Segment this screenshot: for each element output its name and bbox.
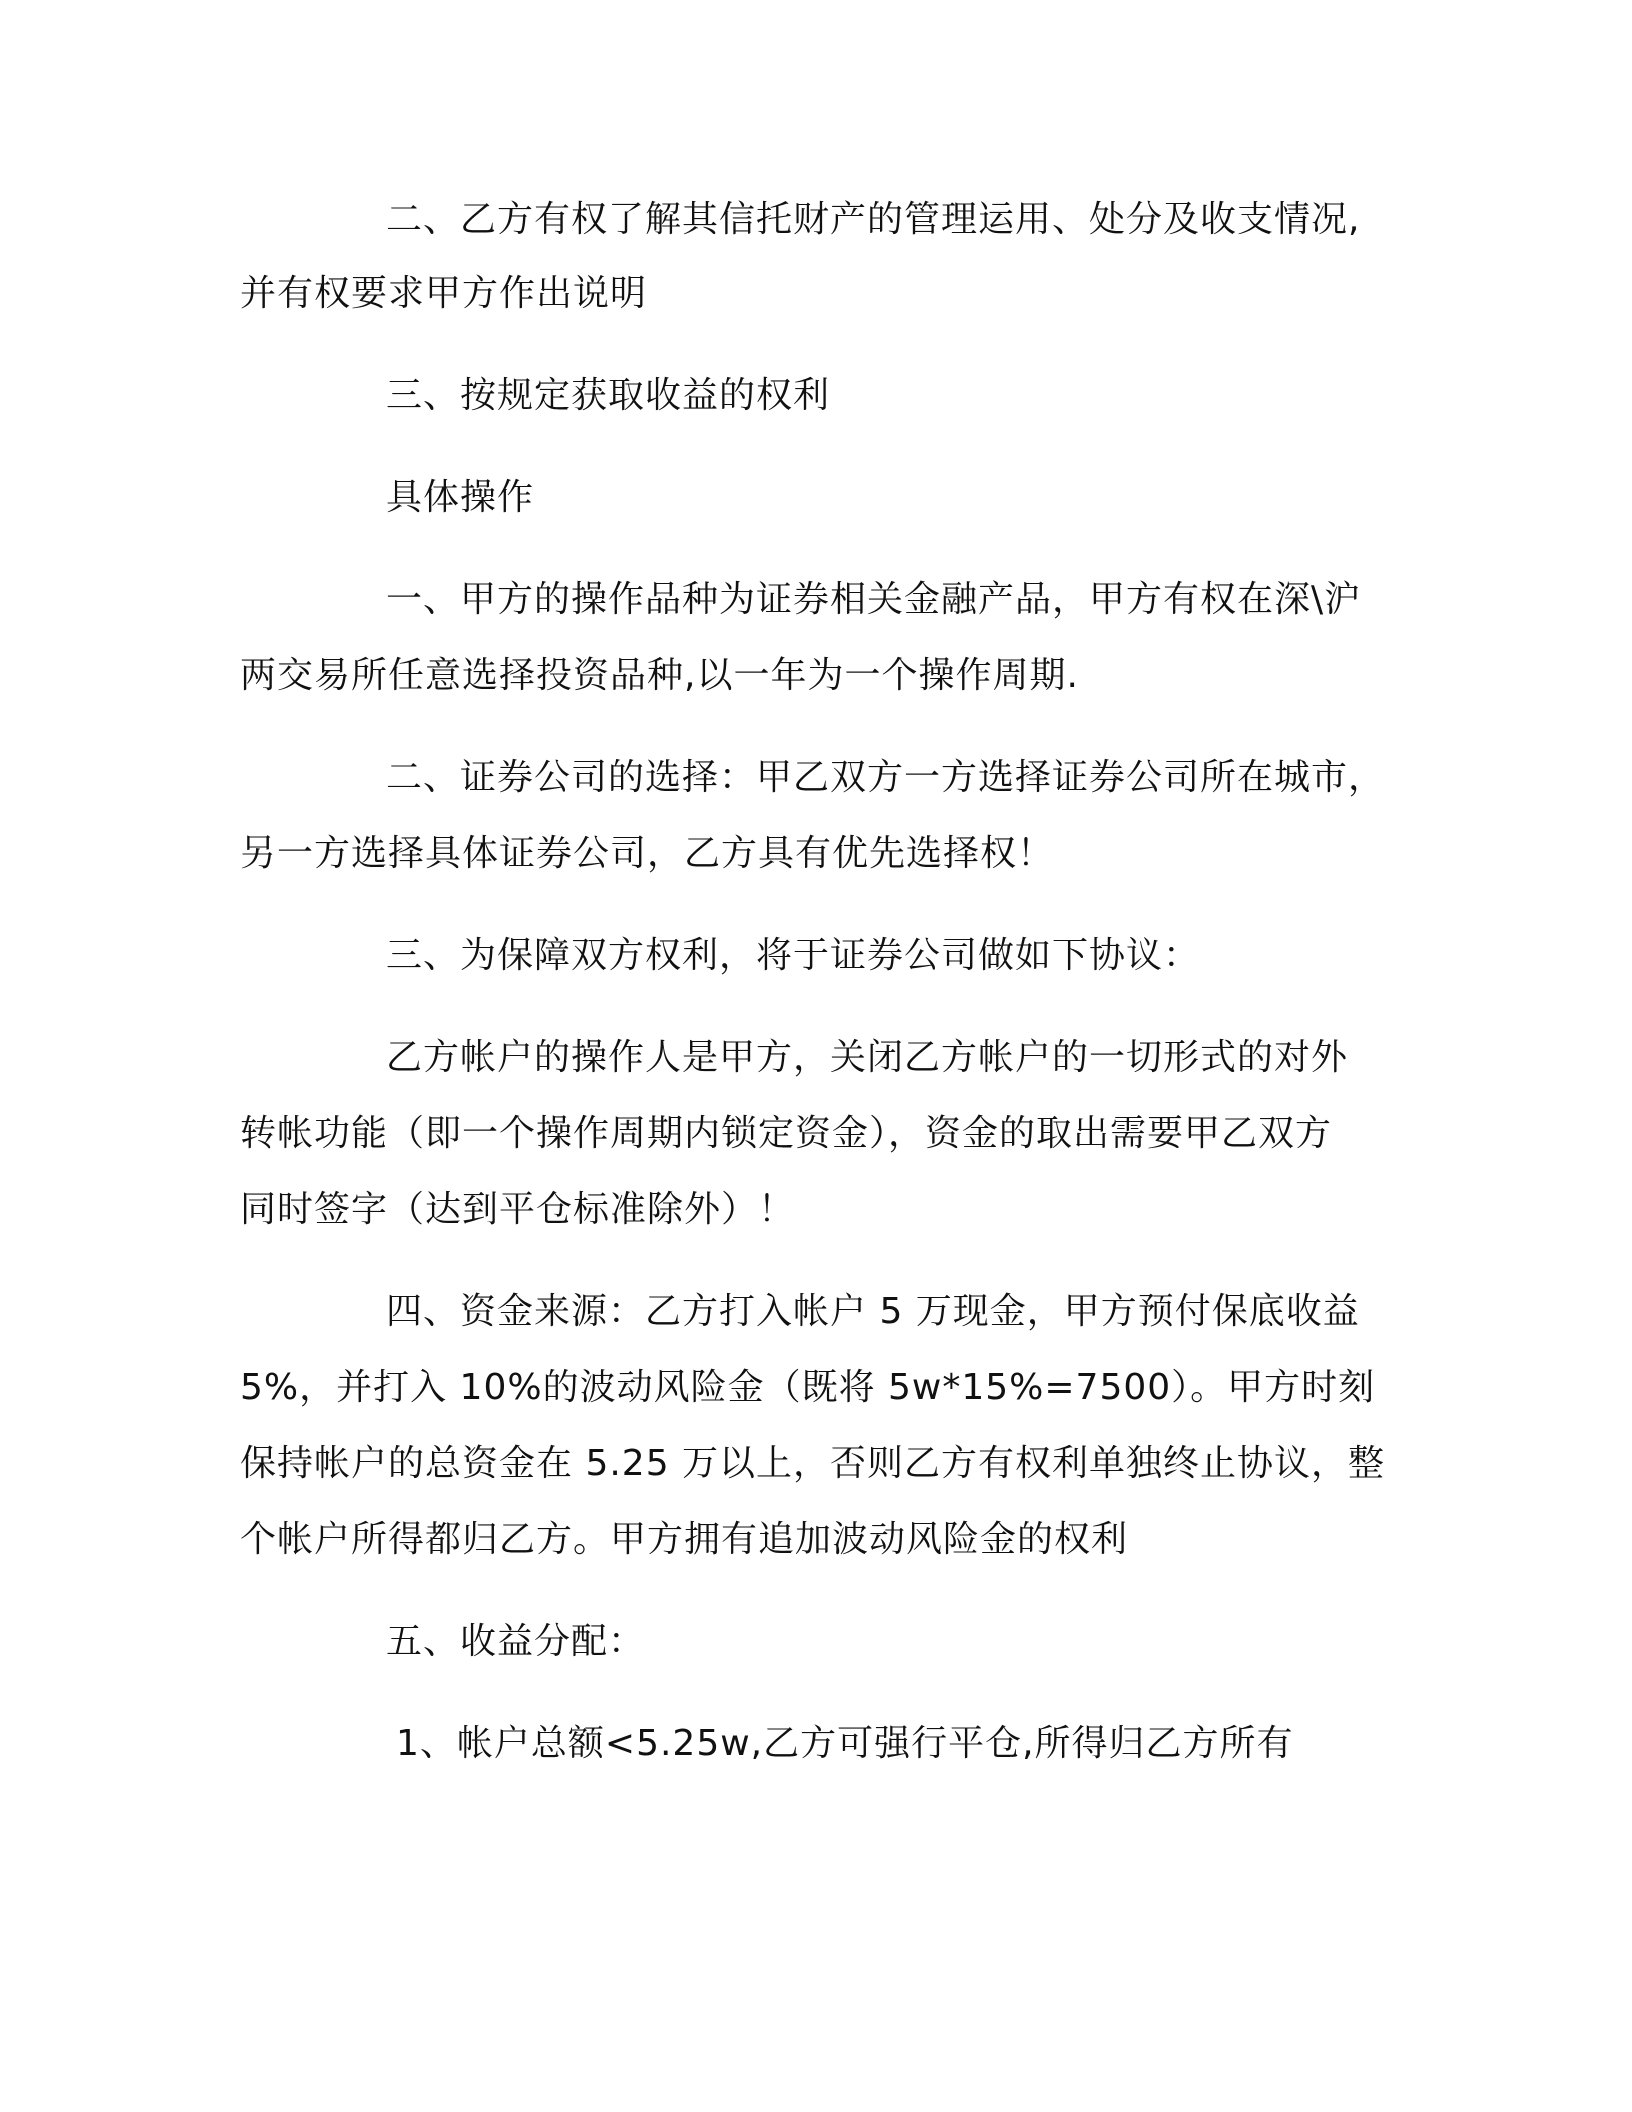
paragraph-line: 二、乙方有权了解其信托财产的管理运用、处分及收支情况, [386,199,1361,240]
paragraph-line: 四、资金来源：乙方打入帐户 5 万现金，甲方预付保底收益 [386,1291,1360,1332]
list-item: 1、帐户总额<5.25w,乙方可强行平仓,所得归乙方所有 [396,1723,1294,1764]
paragraph-line: 乙方帐户的操作人是甲方，关闭乙方帐户的一切形式的对外 [386,1037,1349,1078]
paragraph-line: 并有权要求甲方作出说明 [240,273,648,314]
paragraph-line: 两交易所任意选择投资品种,以一年为一个操作周期. [240,655,1079,696]
paragraph-line: 另一方选择具体证券公司，乙方具有优先选择权！ [240,833,1055,874]
paragraph-line: 5%，并打入 10%的波动风险金（既将 5w*15%=7500）。甲方时刻 [240,1367,1376,1408]
paragraph-line: 个帐户所得都归乙方。甲方拥有追加波动风险金的权利 [240,1519,1129,1560]
paragraph-line: 转帐功能（即一个操作周期内锁定资金），资金的取出需要甲乙双方 [240,1113,1333,1154]
paragraph-line: 三、按规定获取收益的权利 [386,375,831,416]
paragraph-line: 一、甲方的操作品种为证券相关金融产品，甲方有权在深\沪 [386,579,1362,620]
section-heading: 五、收益分配： [386,1621,646,1662]
paragraph-line: 同时签字（达到平仓标准除外）！ [240,1189,796,1230]
paragraph-line: 三、为保障双方权利，将于证券公司做如下协议： [386,935,1201,976]
paragraph-line: 二、证券公司的选择：甲乙双方一方选择证券公司所在城市， [386,757,1386,798]
section-heading: 具体操作 [386,477,535,518]
paragraph-line: 保持帐户的总资金在 5.25 万以上，否则乙方有权利单独终止协议，整 [240,1443,1386,1484]
